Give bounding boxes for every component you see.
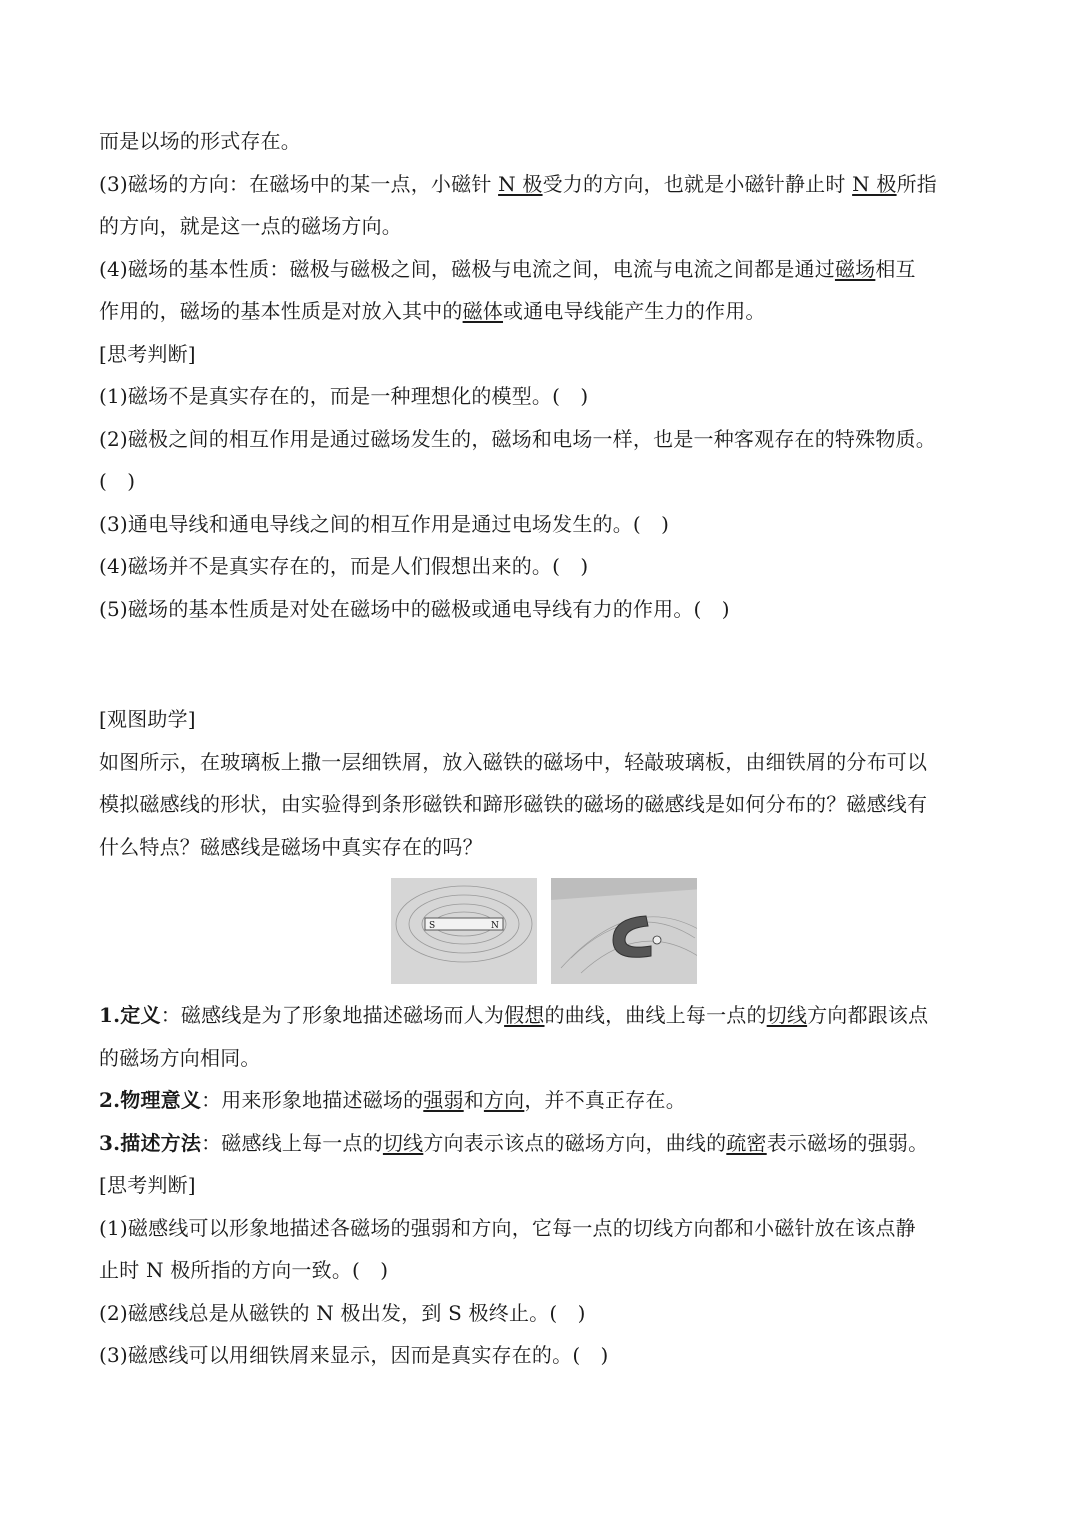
text-line: 的磁场方向相同。 <box>99 1045 261 1070</box>
judgment-item-cont: 止时 N 极所指的方向一致。( ) <box>99 1258 389 1282</box>
bar-s-label: S <box>429 921 436 931</box>
text-line: 而是以场的形式存在。 <box>99 129 301 153</box>
judgment-item: (2)磁感线总是从磁铁的 N 极出发，到 S 极终止。( ) <box>99 1300 586 1325</box>
answer-blank: 假想 <box>504 1003 545 1027</box>
judgment-item: (5)磁场的基本性质是对处在磁场中的磁极或通电导线有力的作用。( ) <box>99 596 730 621</box>
answer-blank: 强弱 <box>423 1088 464 1112</box>
judgment-item: (4)磁场并不是真实存在的，而是人们假想出来的。( ) <box>99 554 589 578</box>
answer-blank: 方向 <box>483 1088 525 1112</box>
judgment-item: (3)通电导线和通电导线之间的相互作用是通过电场发生的。( ) <box>99 511 670 536</box>
question-text: 模拟磁感线的形状，由实验得到条形磁铁和蹄形磁铁的磁场的磁感线是如何分布的？磁感线有 <box>99 792 928 816</box>
judgment-item: (2)磁极之间的相互作用是通过磁场发生的，磁场和电场一样，也是一种客观存在的特殊物质。 <box>99 426 936 451</box>
method-line: 3.描述方法：磁感线上每一点的切线方向表示该点的磁场方向，曲线的疏密表示磁场的强弱。 <box>99 1130 929 1155</box>
definition-line: 1.定义：磁感线是为了形象地描述磁场而人为假想的曲线，曲线上每一点的切线方向都跟该点 <box>99 1003 929 1027</box>
answer-blank: N 极 <box>498 171 543 196</box>
section-heading: [观图助学] <box>99 707 196 731</box>
question-text: 如图所示，在玻璃板上撒一层细铁屑，放入磁铁的磁场中，轻敲玻璃板，由细铁屑的分布可以 <box>99 749 928 774</box>
answer-blank: N 极 <box>852 171 897 196</box>
judgment-item: (1)磁感线可以形象地描述各磁场的强弱和方向，它每一点的切线方向都和小磁针放在该点静 <box>99 1215 916 1240</box>
paragraph-field-direction: (3)磁场的方向：在磁场中的某一点，小磁针 N 极受力的方向，也就是小磁针静止时 N 极所指 <box>99 171 937 196</box>
answer-blank: 切线 <box>766 1003 808 1027</box>
horseshoe-magnet-iron-filings-image <box>551 878 697 984</box>
text-line: 的方向，就是这一点的磁场方向。 <box>99 214 402 238</box>
bar-magnet-iron-filings-image <box>391 878 537 984</box>
paragraph-basic-property: (4)磁场的基本性质：磁极与磁极之间，磁极与电流之间，电流与电流之间都是通过磁场相互 <box>99 256 916 281</box>
judgment-item: (3)磁感线可以用细铁屑来显示，因而是真实存在的。( ) <box>99 1343 609 1367</box>
figure-row <box>99 878 989 984</box>
answer-blank: 疏密 <box>726 1130 767 1155</box>
section-heading: [思考判断] <box>99 341 196 366</box>
document-page <box>99 120 989 1377</box>
question-text: 什么特点？磁感线是磁场中真实存在的吗？ <box>99 834 483 859</box>
bar-n-label: N <box>491 921 499 931</box>
meaning-line: 2.物理意义：用来形象地描述磁场的强弱和方向，并不真正存在。 <box>99 1088 686 1112</box>
section-heading: [思考判断] <box>99 1173 196 1197</box>
text-line: 作用的，磁场的基本性质是对放入其中的磁体或通电导线能产生力的作用。 <box>99 299 766 323</box>
judgment-item-cont: ( ) <box>99 469 136 493</box>
answer-blank: 磁体 <box>462 299 504 323</box>
spacer <box>99 630 989 698</box>
answer-blank: 切线 <box>382 1130 424 1155</box>
answer-blank: 磁场 <box>834 256 876 281</box>
judgment-item: (1)磁场不是真实存在的，而是一种理想化的模型。( ) <box>99 384 589 408</box>
